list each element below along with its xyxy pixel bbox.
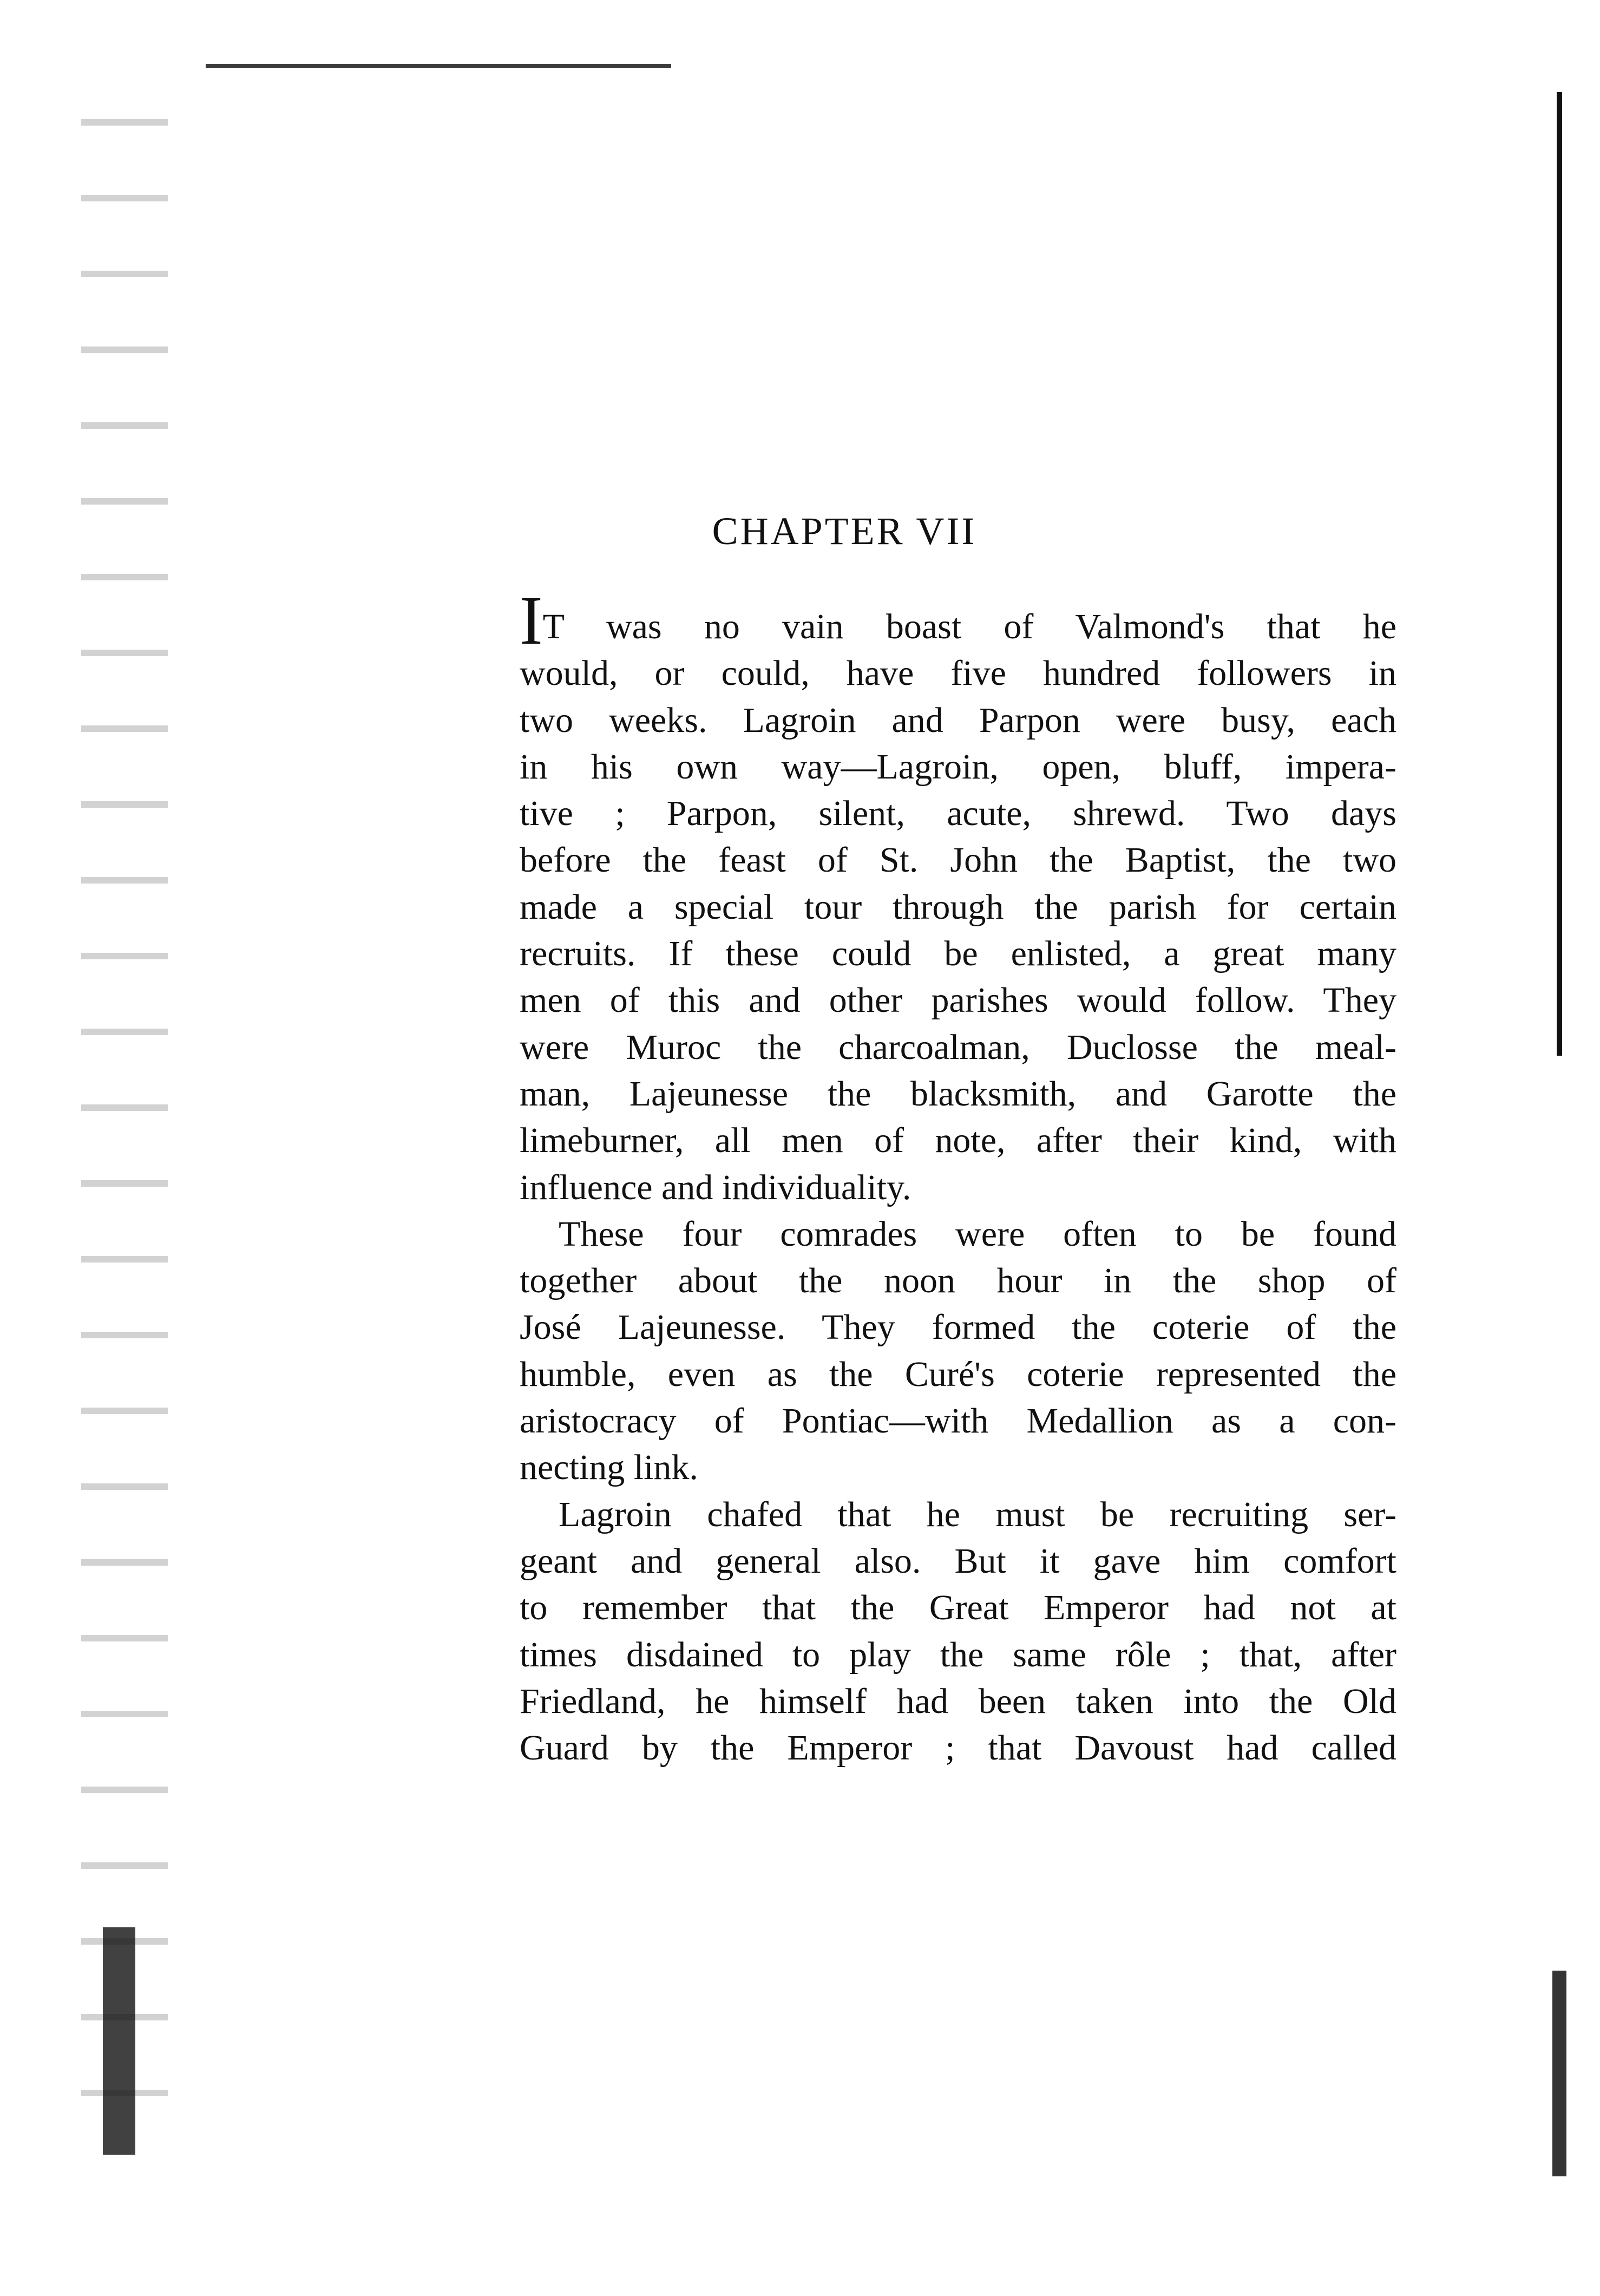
text-line: man, Lajeunesse the blacksmith, and Garotte the [520,1074,1396,1114]
text-line: Lagroin chafed that he must be recruiting ser- [559,1494,1396,1534]
text-line: humble, even as the Curé's coterie represented the [520,1354,1396,1394]
text-line: in his own way—Lagroin, open, bluff, impera- [520,747,1396,787]
text-line: times disdained to play the same rôle ; that, after [520,1634,1396,1674]
text-line: tive ; Parpon, silent, acute, shrewd. Two days [520,794,1396,834]
scan-artifact-right-blot [1552,1971,1566,2176]
text-line: José Lajeunesse. They formed the coterie of the [520,1307,1396,1347]
text-line: would, or could, have five hundred followers in [520,653,1396,694]
text-line: geant and general also. But it gave him comfort [520,1541,1396,1581]
scan-artifact-top-rule [206,64,671,68]
text-line: two weeks. Lagroin and Parpon were busy, each [520,700,1396,740]
chapter-title: CHAPTER VII [712,509,977,553]
text-line: men of this and other parishes would follow. They [520,980,1396,1021]
scan-artifact-left-gutter [81,87,168,2155]
text-line: necting link. [520,1448,698,1488]
text-line: made a special tour through the parish for certain [520,887,1396,927]
text-line: IT was no vain boast of Valmond's that he [520,582,1396,659]
text-line: influence and individuality. [520,1167,912,1207]
drop-cap: I [520,582,543,659]
scan-artifact-left-blot [103,1927,135,2155]
text-line: These four comrades were often to be found [559,1214,1396,1254]
text-line: were Muroc the charcoalman, Duclosse the meal- [520,1027,1396,1067]
scan-artifact-right-edge [1557,92,1562,1056]
chapter-body [520,582,1396,1771]
text-line: aristocracy of Pontiac—with Medallion as a con- [520,1401,1396,1441]
text-line: to remember that the Great Emperor had not at [520,1588,1396,1628]
text-line: limeburner, all men of note, after their kind, with [520,1121,1396,1161]
text-line: Friedland, he himself had been taken into the Old [520,1681,1396,1721]
text-line: together about the noon hour in the shop of [520,1261,1396,1301]
text-line: recruits. If these could be enlisted, a great many [520,934,1396,974]
text-line: before the feast of St. John the Baptist, the two [520,840,1396,880]
text-line: Guard by the Emperor ; that Davoust had called [520,1728,1396,1768]
